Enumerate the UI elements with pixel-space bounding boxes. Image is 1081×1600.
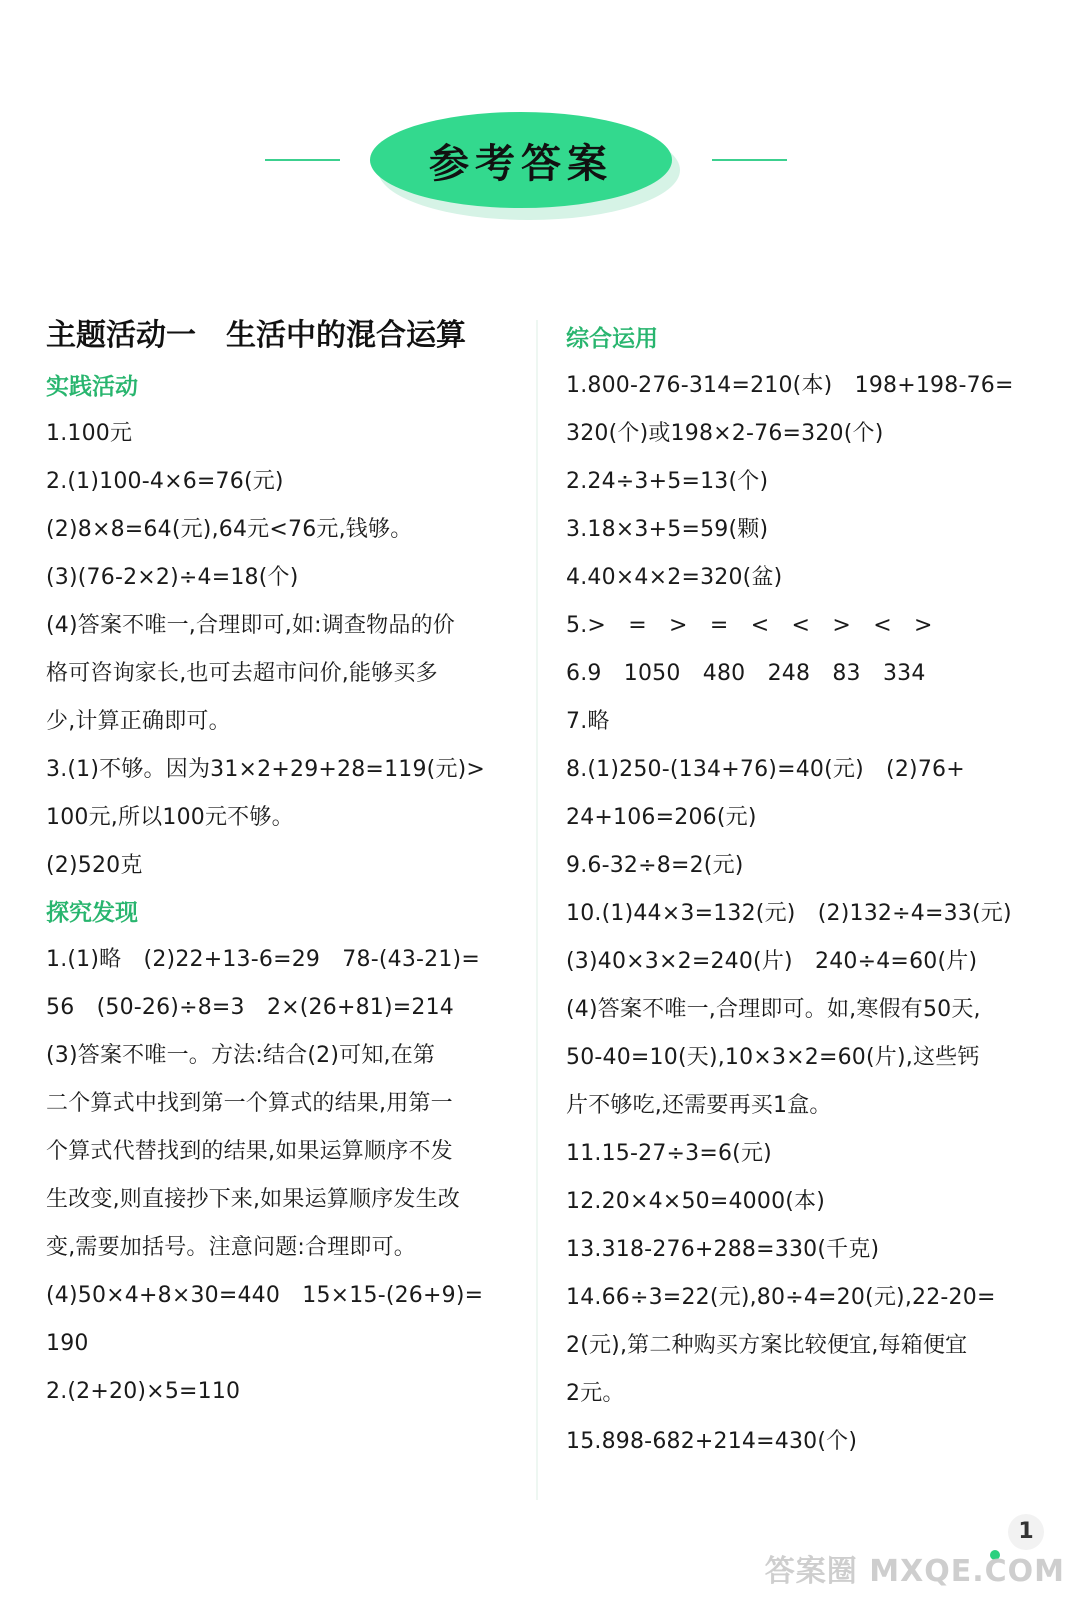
answer-line: 2(元),第二种购买方案比较便宜,每箱便宜 [566,1333,968,1358]
answer-line: 190 [46,1331,89,1356]
theme-title: 主题活动一 生活中的混合运算 [46,318,466,353]
answer-line: (4)答案不唯一,合理即可。如,寒假有50天, [566,997,981,1022]
answer-line: 3.18×3+5=59(颗) [566,517,769,542]
header-line-left [265,159,340,161]
answer-line: 12.20×4×50=4000(本) [566,1189,826,1214]
answer-line: 2.24÷3+5=13(个) [566,469,769,494]
answer-line: (2)8×8=64(元),64元<76元,钱够。 [46,517,413,542]
answer-line: 生改变,则直接抄下来,如果运算顺序发生改 [46,1187,460,1212]
watermark: 答案圈 MXQE.COM [764,1554,1065,1589]
section-heading-apply: 综合运用 [566,325,658,352]
header-badge-area [0,108,1081,218]
section-heading-explore: 探究发现 [46,899,138,926]
apply-answers [566,362,1036,1466]
answer-badge [370,112,672,208]
page-number: 1 [1008,1514,1044,1550]
answer-line: 6.9 1050 480 248 83 334 [566,661,926,686]
answer-line: (4)50×4+8×30=440 15×15-(26+9)= [46,1283,484,1308]
answer-line: 1.800-276-314=210(本) 198+198-76= [566,373,1014,398]
explore-answers [46,936,516,1416]
answer-line: 56 (50-26)÷8=3 2×(26+81)=214 [46,995,454,1020]
answer-line: 2元。 [566,1381,625,1406]
answer-line: 13.318-276+288=330(千克) [566,1237,880,1262]
answer-line: 24+106=206(元) [566,805,757,830]
answer-line: 11.15-27÷3=6(元) [566,1141,772,1166]
answer-line: (3)(76-2×2)÷4=18(个) [46,565,299,590]
header-line-right [712,159,787,161]
answer-line: 4.40×4×2=320(盆) [566,565,783,590]
answer-line: (3)答案不唯一。方法:结合(2)可知,在第 [46,1043,436,1068]
answer-line: 1.100元 [46,421,133,446]
answer-line: 14.66÷3=22(元),80÷4=20(元),22-20= [566,1285,996,1310]
answer-line: 片不够吃,还需要再买1盒。 [566,1093,832,1118]
answer-line: 少,计算正确即可。 [46,709,231,734]
answer-line: 2.(2+20)×5=110 [46,1379,241,1404]
answer-line: 10.(1)44×3=132(元) (2)132÷4=33(元) [566,901,1012,926]
answer-line: 3.(1)不够。因为31×2+29+28=119(元)> [46,757,486,782]
answer-line: 9.6-32÷8=2(元) [566,853,744,878]
answer-line: 320(个)或198×2-76=320(个) [566,421,884,446]
answer-line: 100元,所以100元不够。 [46,805,294,830]
answer-line: 5.> = > = < < > < > [566,613,933,638]
answer-line: (3)40×3×2=240(片) 240÷4=60(片) [566,949,978,974]
badge-text: 参考答案 [429,139,613,187]
practice-answers [46,410,516,890]
column-divider [536,320,538,1500]
answer-line: (4)答案不唯一,合理即可,如:调查物品的价 [46,613,455,638]
answer-line: 二个算式中找到第一个算式的结果,用第一 [46,1091,453,1116]
answer-line: (2)520克 [46,853,143,878]
answer-line: 个算式代替找到的结果,如果运算顺序不发 [46,1139,453,1164]
answer-line: 8.(1)250-(134+76)=40(元) (2)76+ [566,757,965,782]
answer-line: 2.(1)100-4×6=76(元) [46,469,284,494]
answer-line: 格可咨询家长,也可去超市问价,能够买多 [46,661,438,686]
answer-line: 50-40=10(天),10×3×2=60(片),这些钙 [566,1045,980,1070]
answer-line: 15.898-682+214=430(个) [566,1429,858,1454]
answer-line: 7.略 [566,709,610,734]
right-column [566,312,1036,1466]
left-column [46,312,516,1416]
answer-line: 1.(1)略 (2)22+13-6=29 78-(43-21)= [46,947,480,972]
answer-line: 变,需要加括号。注意问题:合理即可。 [46,1235,417,1260]
section-heading-practice: 实践活动 [46,373,138,400]
